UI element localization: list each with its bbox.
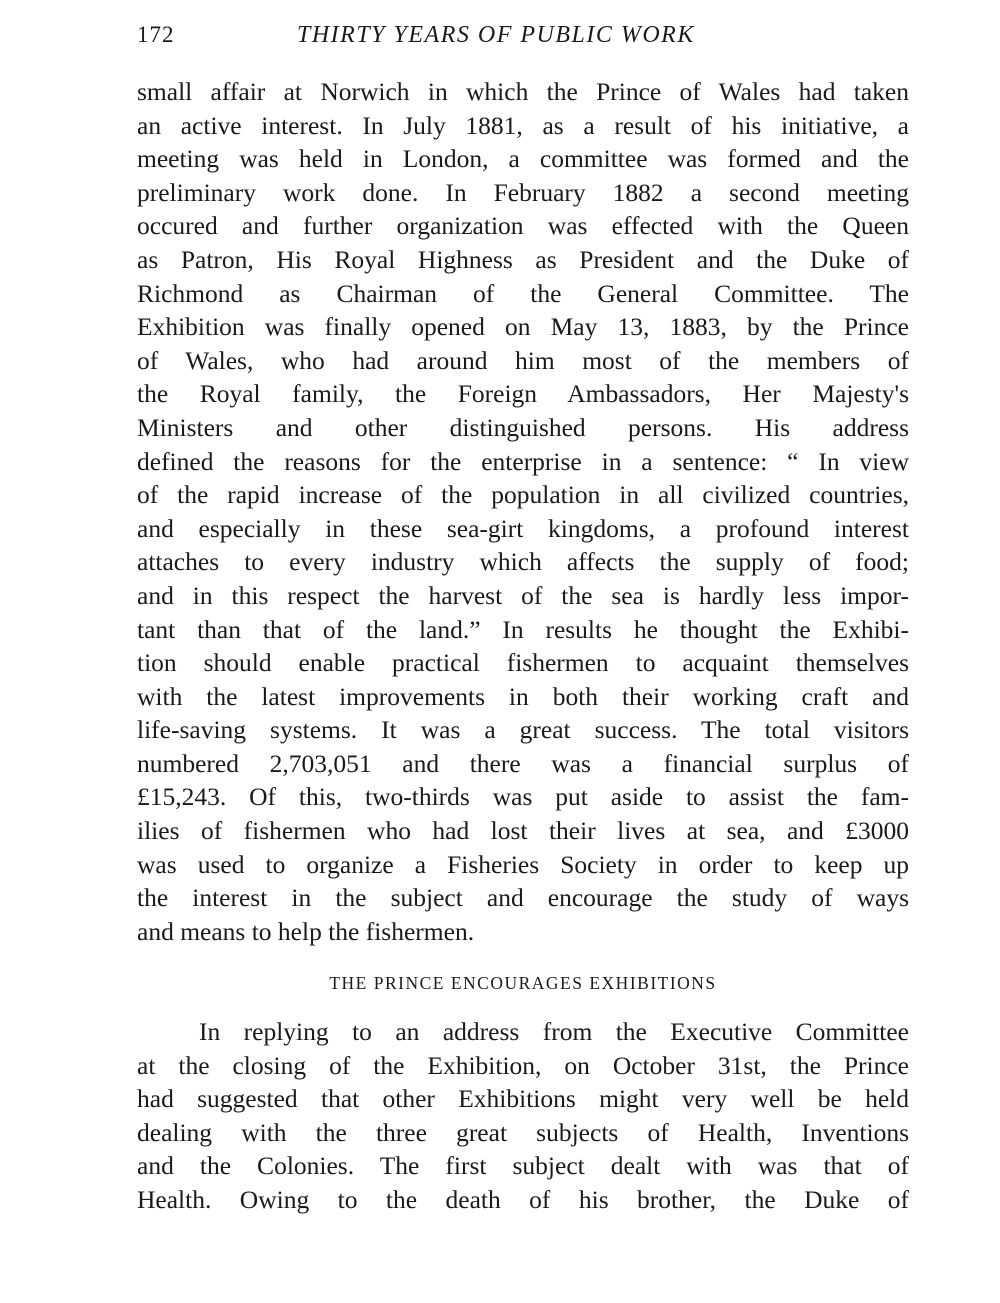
text-line: meeting was held in London, a committee was formed and the — [137, 144, 909, 174]
text-line: £15,243. Of this, two-thirds was put aside to assist the fam- — [137, 782, 909, 812]
text-line: the Royal family, the Foreign Ambassadors, Her Majesty's — [137, 379, 909, 409]
running-title: THIRTY YEARS OF PUBLIC WORK — [297, 22, 695, 48]
text-line: small affair at Norwich in which the Prince of Wales had taken — [137, 77, 909, 106]
text-line: at the closing of the Exhibition, on October 31st, the Prince — [137, 1050, 909, 1080]
text-line: as Patron, His Royal Highness as President and the Duke of — [137, 244, 909, 274]
text-line: preliminary work done. In February 1882 a second meeting — [137, 177, 909, 207]
text-line: defined the reasons for the enterprise in a sentence: “ In view — [137, 446, 909, 476]
text-line: with the latest improvements in both their working craft and — [137, 681, 909, 711]
section-heading: THE PRINCE ENCOURAGES EXHIBITIONS — [329, 973, 717, 993]
text-line: Exhibition was finally opened on May 13, 1883, by the Prince — [137, 312, 909, 342]
paragraph-1 — [137, 75, 909, 948]
text-line: Ministers and other distinguished persons. His address — [137, 412, 909, 442]
page-number: 172 — [137, 22, 175, 47]
text-line: of the rapid increase of the population in all civilized countries, — [137, 480, 909, 510]
text-line: tant than that of the land.” In results he thought the Exhibi- — [137, 614, 909, 644]
paragraph-2 — [137, 1015, 909, 1217]
text-line: tion should enable practical fishermen to acquaint themselves — [137, 648, 909, 678]
text-line: and the Colonies. The first subject dealt with was that of — [137, 1151, 909, 1181]
text-line: occured and further organization was effected with the Queen — [137, 211, 909, 241]
text-line: and in this respect the harvest of the sea is hardly less impor- — [137, 580, 909, 610]
text-line: dealing with the three great subjects of Health, Inventions — [137, 1117, 909, 1147]
text-line: ilies of fishermen who had lost their lives at sea, and £3000 — [137, 816, 909, 846]
text-line: Richmond as Chairman of the General Committee. The — [137, 278, 909, 308]
text-line: and especially in these sea-girt kingdoms, a profound interest — [137, 513, 909, 543]
text-line: attaches to every industry which affects the supply of food; — [137, 547, 909, 577]
text-line: the interest in the subject and encourage the study of ways — [137, 883, 909, 913]
text-line: life-saving systems. It was a great success. The total visitors — [137, 715, 909, 745]
text-line: and means to help the fishermen. — [137, 916, 475, 946]
text-line: of Wales, who had around him most of the members of — [137, 345, 909, 375]
text-line: Health. Owing to the death of his brother, the Duke of — [137, 1184, 909, 1214]
text-line: an active interest. In July 1881, as a result of his initiative, a — [137, 110, 909, 140]
text-line: had suggested that other Exhibitions might very well be held — [137, 1084, 909, 1114]
text-line: numbered 2,703,051 and there was a financial surplus of — [137, 748, 909, 778]
running-head — [137, 22, 909, 54]
text-line: was used to organize a Fisheries Society in order to keep up — [137, 849, 909, 879]
text-line: In replying to an address from the Executive Committee — [199, 1017, 909, 1046]
